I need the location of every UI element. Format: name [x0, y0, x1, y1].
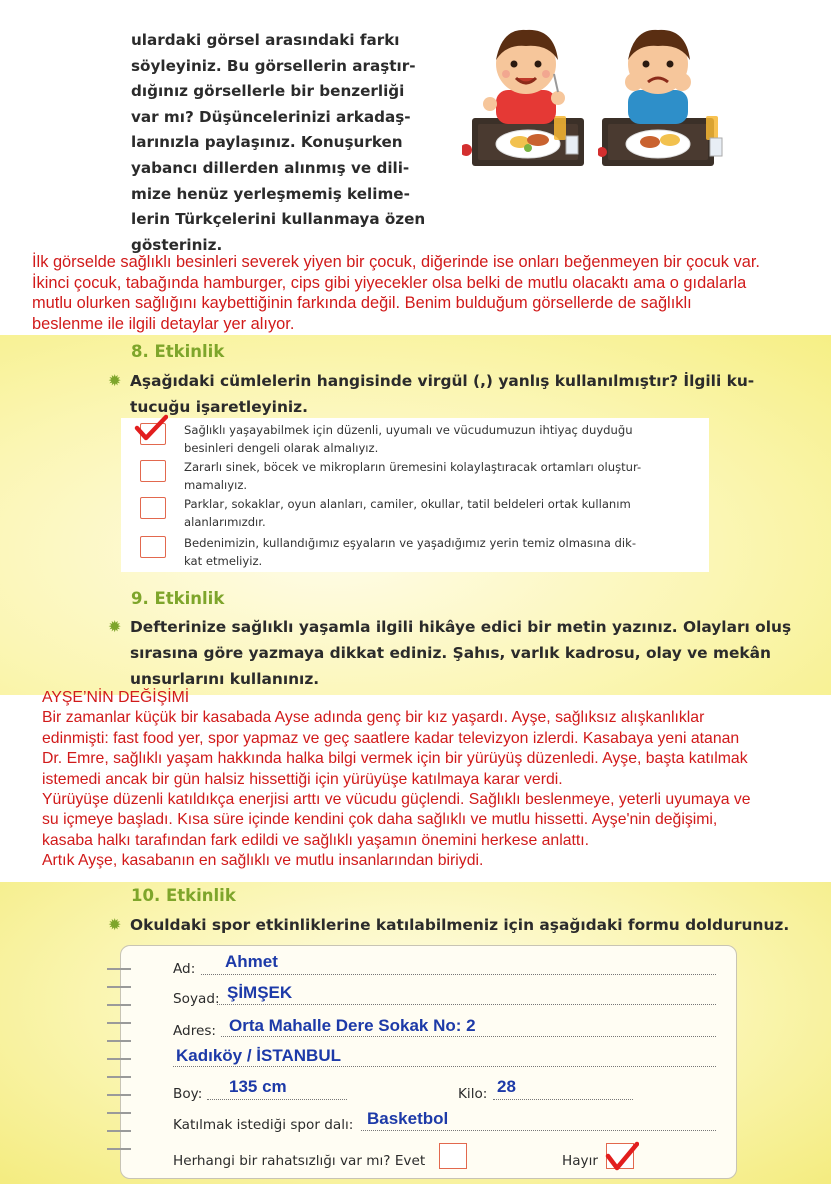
adres-line-2[interactable] [173, 1066, 716, 1067]
spiral-ring-icon [107, 1130, 131, 1132]
ad-label: Ad: [173, 961, 196, 977]
red-checkmark-icon [605, 1140, 639, 1172]
option-text [184, 421, 708, 457]
soyad-value[interactable]: ŞİMŞEK [227, 983, 293, 1002]
option-line: Bedenimizin, kullandığımız eşyaların ve yaşadığımız yerin temiz olmasına dik- [184, 536, 637, 550]
adres-value-2[interactable]: Kadıköy / İSTANBUL [176, 1046, 341, 1065]
story-title: AYŞE’NİN DEĞİŞİMİ [42, 689, 190, 706]
spiral-ring-icon [107, 1094, 131, 1096]
star-bullet-icon: ✹ [108, 617, 122, 636]
intro-line: söyleyiniz. Bu görsellerin araştır- [131, 56, 416, 75]
prompt-line: Okuldaki spor etkinliklerine katılabilmeniz için aşağıdaki formu doldurunuz. [130, 916, 790, 934]
option-line: kat etmeliyiz. [184, 554, 263, 568]
story-line: Yürüyüşe düzenli katıldıkça enerjisi arttı ve vücudu güçlendi. Sağlıklı beslenmeye, yeterli uyumaya ve [42, 791, 751, 809]
story-line: Dr. Emre, sağlıklı yaşam hakkında halka bilgi vermek için bir yürüyüş düzenledi. Ayşe, başta katılmak [42, 750, 748, 768]
sports-registration-form [120, 945, 737, 1179]
boy-value[interactable]: 135 cm [229, 1077, 287, 1096]
option-text [184, 458, 708, 494]
intro-line: var mı? Düşüncelerinizi arkadaş- [131, 107, 411, 126]
etkinlik-10-title: 10. Etkinlik [131, 886, 236, 905]
spiral-ring-icon [107, 1148, 131, 1150]
story-line: istemedi ancak bir gün halsiz hissettiği için yürüyüşe katılmaya karar verdi. [42, 770, 563, 788]
answer-line: mutlu olurken sağlığını kaybettiğinin farkında değil. Benim bulduğum görsellerde de sağlıklı [32, 294, 692, 313]
spiral-ring-icon [107, 1040, 131, 1042]
adres-label: Adres: [173, 1023, 217, 1039]
option-text [184, 495, 708, 531]
spor-line[interactable] [361, 1130, 716, 1131]
spiral-ring-icon [107, 1076, 131, 1078]
ad-line[interactable] [201, 974, 716, 975]
story-block [42, 688, 751, 872]
intro-line: yabancı dillerden alınmış ve dili- [131, 158, 410, 177]
soyad-line[interactable] [217, 1004, 716, 1005]
intro-line: ulardaki görsel arasındaki farkı [131, 31, 400, 49]
option-line: alanlarımızdır. [184, 515, 266, 529]
intro-line: lerin Türkçelerini kullanmaya özen [131, 210, 426, 229]
soyad-label: Soyad: [173, 991, 220, 1007]
answer-paragraph-1 [32, 252, 760, 334]
story-line: edinmişti: fast food yer, spor yapmaz ve geç saatlere kadar televizyon izlerdi. Kasabaya yeni atanan [42, 729, 740, 747]
answer-line: İkinci çocuk, tabağında hamburger, cips gibi yiyecekler olsa belki de mutlu olacaktı ama o gıdalarla [32, 273, 747, 292]
hayir-label: Hayır [562, 1153, 598, 1169]
prompt-line: unsurlarını kullanınız. [130, 670, 320, 688]
prompt-line: tucuğu işaretleyiniz. [130, 398, 308, 416]
option-checkbox[interactable] [140, 497, 166, 519]
intro-paragraph [131, 28, 426, 258]
etkinlik-9-prompt [108, 614, 791, 692]
prompt-line: Aşağıdaki cümlelerin hangisinde virgül (,) yanlış kullanılmıştır? İlgili ku- [130, 372, 755, 390]
story-line: Artık Ayşe, kasabanın en sağlıklı ve mutlu insanlarından biriydi. [42, 852, 484, 870]
answer-line: İlk görselde sağlıklı besinleri severek yiyen bir çocuk, diğerinde ise onları beğenmeyen bir çocuk var. [32, 253, 760, 271]
story-line: Bir zamanlar küçük bir kasabada Ayse adında genç bir kız yaşardı. Ayşe, sağlıksız alışkanlıklar [42, 709, 705, 727]
adres-value-1[interactable]: Orta Mahalle Dere Sokak No: 2 [229, 1016, 476, 1035]
boy-line[interactable] [207, 1099, 347, 1100]
unhappy-child-illustration [598, 20, 726, 168]
etkinlik-8-prompt [108, 368, 754, 420]
etkinlik-10-prompt [108, 912, 789, 938]
option-line: Zararlı sinek, böcek ve mikropların üremesini kolaylaştıracak ortamları oluştur- [184, 460, 642, 474]
prompt-line: Defterinize sağlıklı yaşamla ilgili hikâye edici bir metin yazınız. Olayları oluş [130, 618, 792, 636]
spiral-ring-icon [107, 1058, 131, 1060]
option-line: Sağlıklı yaşayabilmek için düzenli, uyumalı ve vücudumuzun ihtiyaç duyduğu [184, 423, 633, 437]
kilo-line[interactable] [493, 1099, 633, 1100]
spiral-ring-icon [107, 968, 131, 970]
spiral-ring-icon [107, 986, 131, 988]
intro-line: mize henüz yerleşmemiş kelime- [131, 184, 410, 203]
option-text [184, 534, 708, 570]
prompt-line: sırasına göre yazmaya dikkat ediniz. Şahıs, varlık kadrosu, olay ve mekân [130, 644, 771, 662]
etkinlik-8-title: 8. Etkinlik [131, 342, 225, 361]
intro-line: dığınız görsellerle bir benzerliği [131, 82, 405, 101]
option-checkbox[interactable] [140, 536, 166, 558]
spor-value[interactable]: Basketbol [367, 1109, 449, 1128]
spiral-ring-icon [107, 1112, 131, 1114]
option-line: mamalıyız. [184, 478, 248, 492]
adres-line[interactable] [221, 1036, 716, 1037]
option-checkbox[interactable] [140, 460, 166, 482]
intro-line: gösteriniz. [131, 235, 223, 254]
red-checkmark-icon [134, 414, 168, 442]
rahatsizlik-label: Herhangi bir rahatsızlığı var mı? Evet [173, 1153, 426, 1169]
etkinlik-9-title: 9. Etkinlik [131, 589, 225, 608]
option-line: besinleri dengeli olarak almalıyız. [184, 441, 379, 455]
spiral-ring-icon [107, 1004, 131, 1006]
option-line: Parklar, sokaklar, oyun alanları, camiler, okullar, tatil beldeleri ortak kullanım [184, 497, 631, 511]
ad-value[interactable]: Ahmet [225, 952, 278, 971]
answer-line: beslenme ile ilgili detaylar yer alıyor. [32, 314, 295, 333]
kilo-label: Kilo: [458, 1086, 488, 1102]
story-line: su içmeye başladı. Kısa süre içinde kendini çok daha sağlıklı ve mutlu hissetti. Ayşe'nin değişimi, [42, 811, 718, 829]
happy-child-eating-illustration [462, 20, 590, 168]
evet-checkbox[interactable] [439, 1143, 467, 1169]
boy-label: Boy: [173, 1086, 203, 1102]
star-bullet-icon: ✹ [108, 371, 122, 390]
spor-label: Katılmak istediği spor dalı: [173, 1117, 354, 1133]
spiral-ring-icon [107, 1022, 131, 1024]
kilo-value[interactable]: 28 [497, 1077, 516, 1096]
star-bullet-icon: ✹ [108, 915, 122, 934]
story-line: kasaba halkı tarafından fark edildi ve sağlıklı yaşamın önemini herkese anlattı. [42, 831, 590, 849]
intro-line: larınızla paylaşınız. Konuşurken [131, 133, 403, 152]
